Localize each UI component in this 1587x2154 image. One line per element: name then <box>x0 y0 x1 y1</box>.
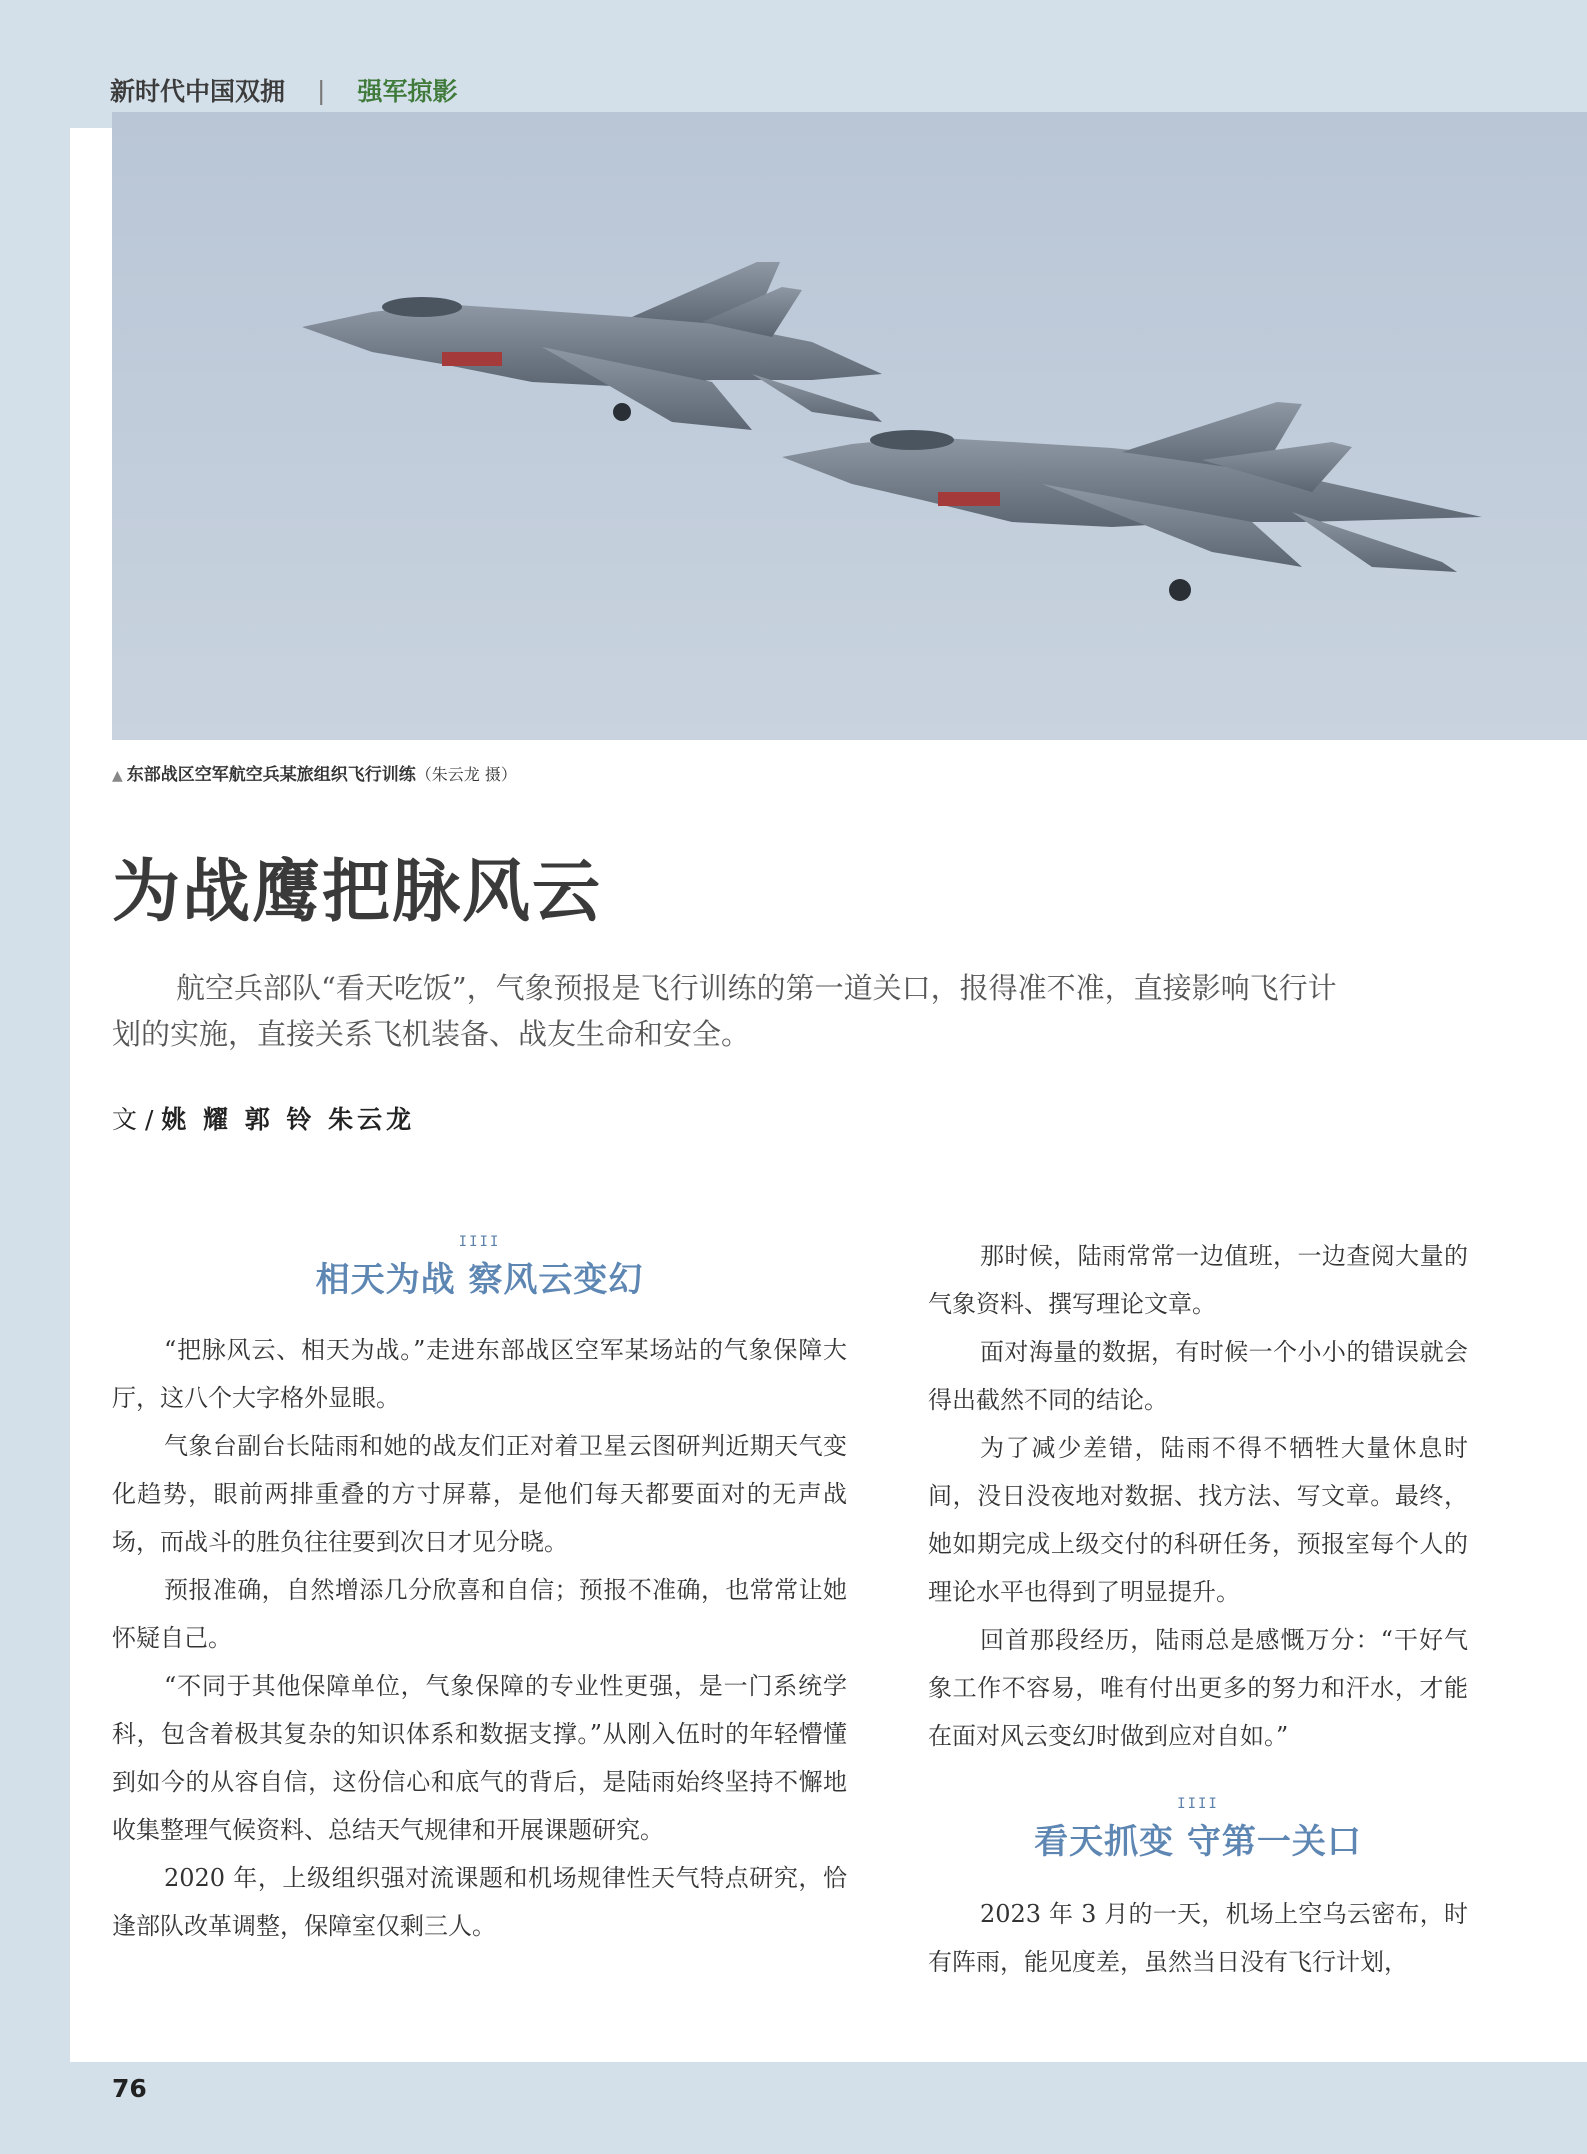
left-column <box>112 1232 847 1950</box>
byline-prefix: 文 / <box>112 1105 162 1134</box>
byline <box>112 1100 415 1136</box>
paragraph: 2020 年，上级组织强对流课题和机场规律性天气特点研究，恰逢部队改革调整，保障室仅剩三人。 <box>112 1864 847 1940</box>
section-ticks: IIII <box>458 1234 501 1250</box>
byline-authors: 姚 耀 郭 铃 朱云龙 <box>161 1105 416 1134</box>
paragraph: 气象台副台长陆雨和她的战友们正对着卫星云图研判近期天气变化趋势，眼前两排重叠的方寸屏幕，是他们每天都要面对的无声战场，而战斗的胜负往往要到次日才见分晓。 <box>112 1432 847 1556</box>
right-column <box>928 1232 1468 1986</box>
header-column: 强军掠影 <box>357 77 458 106</box>
caption-text: 东部战区空军航空兵某旅组织飞行训练 <box>126 765 416 785</box>
paragraph: 预报准确，自然增添几分欣喜和自信；预报不准确，也常常让她怀疑自己。 <box>112 1576 847 1652</box>
photo-caption <box>112 760 517 785</box>
article-lead <box>112 965 1352 1057</box>
caption-credit: （朱云龙 摄） <box>415 765 517 784</box>
fighter-jets-photo <box>112 112 1587 740</box>
article-title: 为战鹰把脉风云 <box>112 853 603 932</box>
section-title: 看天抓变 守第一关口 <box>1034 1822 1362 1862</box>
running-header <box>110 68 457 112</box>
section-title: 相天为战 察风云变幻 <box>315 1260 644 1300</box>
section-ticks: IIII <box>1177 1796 1219 1812</box>
caption-triangle-icon: ▲ <box>112 768 123 784</box>
paragraph: 那时候，陆雨常常一边值班，一边查阅大量的气象资料、撰写理论文章。 <box>928 1242 1468 1318</box>
paragraph: “不同于其他保障单位，气象保障的专业性更强，是一门系统学科，包含着极其复杂的知识体系和数据支撑。”从刚入伍时的年轻懵懂到如今的从容自信，这份信心和底气的背后，是陆雨始终坚持不懈地收集整理气候资料、总结天气规律和开展课题研究。 <box>112 1672 847 1844</box>
section-heading-1 <box>112 1232 847 1308</box>
paragraph: 2023 年 3 月的一天，机场上空乌云密布，时有阵雨，能见度差，虽然当日没有飞行计划， <box>928 1900 1468 1976</box>
paragraph: 回首那段经历，陆雨总是感慨万分：“干好气象工作不容易，唯有付出更多的努力和汗水，才能在面对风云变幻时做到应对自如。” <box>928 1626 1468 1750</box>
lead-paragraph: 航空兵部队“看天吃饭”，气象预报是飞行训练的第一道关口，报得准不准，直接影响飞行计划的实施，直接关系飞机装备、战友生命和安全。 <box>112 971 1337 1051</box>
paragraph: 面对海量的数据，有时候一个小小的错误就会得出截然不同的结论。 <box>928 1338 1468 1414</box>
paragraph: “把脉风云、相天为战。”走进东部战区空军某场站的气象保障大厅，这八个大字格外显眼。 <box>112 1336 847 1412</box>
header-section: 新时代中国双拥 <box>110 77 286 106</box>
page-number: 76 <box>112 2074 147 2103</box>
section-heading-2 <box>928 1794 1468 1870</box>
paragraph: 为了减少差错，陆雨不得不牺牲大量休息时间，没日没夜地对数据、找方法、写文章。最终，她如期完成上级交付的科研任务，预报室每个人的理论水平也得到了明显提升。 <box>928 1434 1468 1606</box>
header-separator: | <box>317 75 326 105</box>
